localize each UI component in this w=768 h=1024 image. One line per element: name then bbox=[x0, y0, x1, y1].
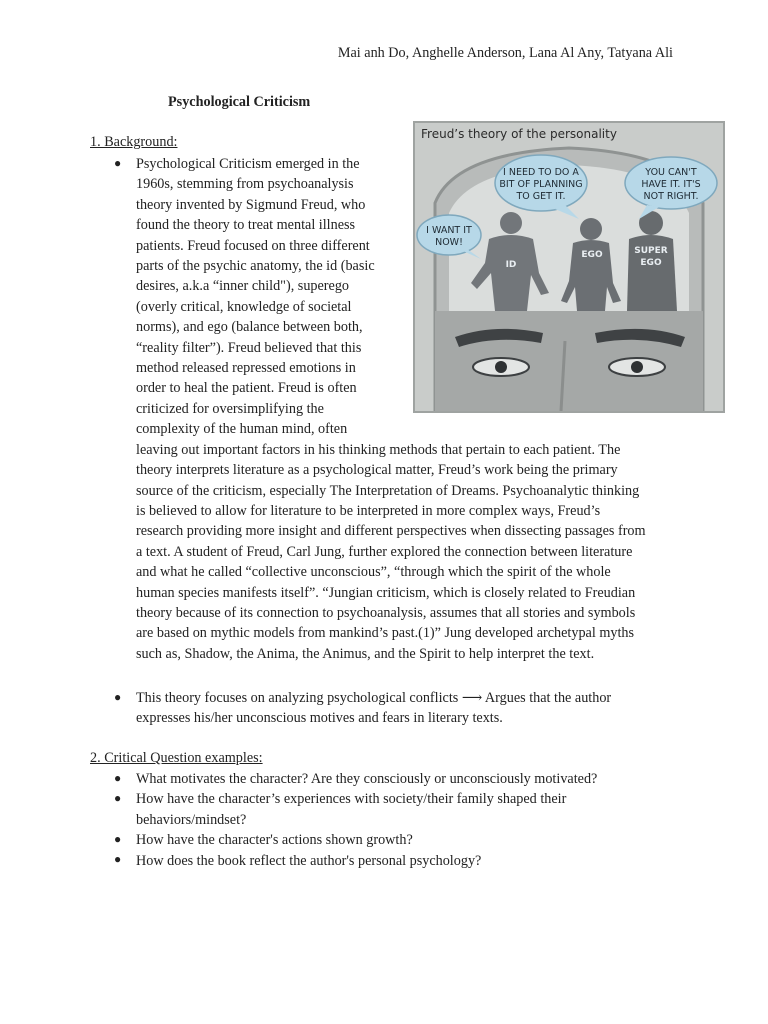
document-title: Psychological Criticism bbox=[168, 94, 311, 110]
text-line: human species manifests itself”. “Jungian criticism, which is closely related to Freudian bbox=[136, 584, 636, 601]
text-line: research providing more insight and different perspectives when dissecting passages from bbox=[136, 523, 646, 540]
text-line: norms), and ego (balance between both, bbox=[136, 319, 363, 336]
text-line: theory because of its connection to psychoanalysis, assumes that all stories and symbols bbox=[136, 604, 636, 621]
illustration-title: Freud’s theory of the personality bbox=[421, 127, 617, 141]
face-area bbox=[435, 311, 703, 411]
text-line: 1960s, stemming from psychoanalysis bbox=[136, 176, 354, 193]
text-line: is believed to allow for literature to be interpreted in more complex ways, Freud’s bbox=[136, 502, 601, 519]
svg-text:NOT RIGHT.: NOT RIGHT. bbox=[643, 191, 699, 202]
text-line: such as, Shadow, the Anima, the Animus, and the Spirit to help interpret the text. bbox=[136, 645, 595, 662]
text-line: patients. Freud focused on three different bbox=[136, 237, 370, 254]
text-line: order to heal the patient. Freud is often bbox=[136, 380, 357, 397]
text-line: parts of the psychic anatomy, the id (basic bbox=[136, 258, 375, 275]
bullet-icon: ● bbox=[114, 791, 122, 805]
bullet-icon: ● bbox=[114, 832, 122, 846]
superego-label-1: SUPER bbox=[634, 246, 668, 256]
list-item: How have the character’s experiences with society/their family shaped their bbox=[136, 791, 567, 808]
superego-label-2: EGO bbox=[640, 258, 662, 268]
bullet-icon: ● bbox=[114, 771, 122, 785]
text-line: criticized for oversimplifying the bbox=[136, 400, 324, 417]
left-pupil bbox=[495, 361, 507, 373]
text-line: found the theory to treat mental illness bbox=[136, 217, 356, 234]
text-line: “reality filter”). Freud believed that this bbox=[136, 339, 362, 356]
id-label: ID bbox=[505, 260, 517, 270]
text-line: This theory focuses on analyzing psychological conflicts ⟶ Argues that the author bbox=[136, 690, 612, 706]
list-item: What motivates the character? Are they consciously or unconsciously motivated? bbox=[136, 771, 598, 787]
text-line: and what he called “collective unconscious”, “through which the spirit of the whole bbox=[136, 564, 611, 581]
list-item: behaviors/mindset? bbox=[136, 811, 247, 828]
critical-questions-list bbox=[136, 769, 597, 871]
svg-text:HAVE IT. IT'S: HAVE IT. IT'S bbox=[641, 179, 701, 190]
illustration-graphic bbox=[415, 123, 723, 411]
list-item: How have the character's actions shown growth? bbox=[136, 832, 413, 849]
svg-text:TO GET IT.: TO GET IT. bbox=[516, 191, 566, 202]
svg-text:I WANT IT: I WANT IT bbox=[426, 225, 472, 236]
text-line: method released repressed emotions in bbox=[136, 360, 356, 377]
theory-focus-paragraph bbox=[136, 688, 611, 729]
text-line: expresses his/her unconscious motives and fears in literary texts. bbox=[136, 710, 503, 727]
bullet-icon: ● bbox=[114, 690, 122, 704]
text-line: source of the criticism, especially The Interpretation of Dreams. Psychoanalytic thinking bbox=[136, 482, 640, 499]
text-line: a text. A student of Freud, Carl Jung, further explored the connection between literature bbox=[136, 543, 633, 560]
text-line: desires, a.k.a “inner child"), superego bbox=[136, 278, 350, 295]
svg-text:I NEED TO DO A: I NEED TO DO A bbox=[503, 167, 579, 178]
right-pupil bbox=[631, 361, 643, 373]
text-line: complexity of the human mind, often bbox=[136, 421, 348, 438]
section-heading-background: 1. Background: bbox=[90, 134, 178, 150]
freud-personality-illustration bbox=[413, 121, 725, 413]
text-line: leaving out important factors in his thinking methods that pertain to each patient. The bbox=[136, 441, 621, 458]
svg-text:YOU CAN'T: YOU CAN'T bbox=[645, 167, 697, 178]
text-line: theory interprets literature as a psychological matter, Freud’s work being the primary bbox=[136, 462, 618, 479]
author-names: Mai anh Do, Anghelle Anderson, Lana Al Any, Tatyana Ali bbox=[337, 45, 673, 61]
text-line: Psychological Criticism emerged in the bbox=[136, 156, 360, 172]
text-line: are based on mythic models from mankind’s past.(1)” Jung developed archetypal myths bbox=[136, 625, 635, 642]
list-item: How does the book reflect the author's personal psychology? bbox=[136, 852, 482, 869]
ego-label: EGO bbox=[581, 250, 603, 260]
text-line: (overly critical, knowledge of societal bbox=[136, 298, 352, 315]
id-speech-bubble bbox=[417, 215, 481, 259]
text-line: theory invented by Sigmund Freud, who bbox=[136, 196, 366, 213]
bullet-icon: ● bbox=[114, 156, 122, 170]
section-heading-questions: 2. Critical Question examples: bbox=[90, 750, 263, 766]
bullet-icon: ● bbox=[114, 852, 122, 866]
svg-text:BIT OF PLANNING: BIT OF PLANNING bbox=[499, 179, 583, 190]
svg-text:NOW!: NOW! bbox=[435, 237, 463, 248]
